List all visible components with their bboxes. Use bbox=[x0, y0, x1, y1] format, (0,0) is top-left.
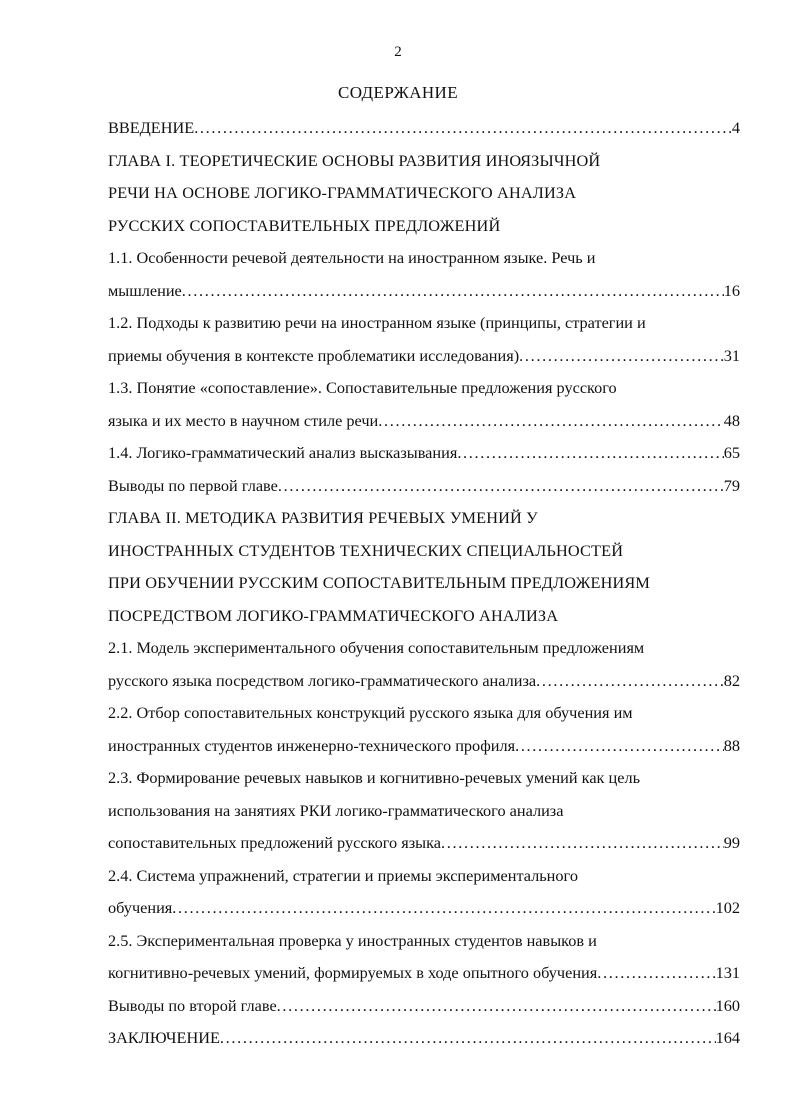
toc-entry-label: языка и их место в научном стиле речи bbox=[108, 410, 379, 430]
dot-leader bbox=[378, 405, 723, 438]
dot-leader bbox=[519, 340, 724, 373]
toc-entry-page: 4 bbox=[731, 118, 740, 137]
chapter-heading-line: РУССКИХ СОПОСТАВИТЕЛЬНЫХ ПРЕДЛОЖЕНИЙ bbox=[108, 215, 501, 235]
chapter-heading-line: ГЛАВА II. МЕТОДИКА РАЗВИТИЯ РЕЧЕВЫХ УМЕНИЙ У bbox=[108, 508, 538, 527]
toc-entry bbox=[108, 437, 740, 470]
toc-entry-label: 2.5. Экспериментальная проверка у иностранных студентов навыков и bbox=[108, 930, 597, 950]
toc-line bbox=[108, 665, 740, 698]
toc-entry bbox=[108, 632, 740, 697]
toc-entry-page: 99 bbox=[723, 833, 740, 852]
toc-entry-page: 79 bbox=[723, 475, 740, 495]
toc-line bbox=[108, 470, 740, 503]
dot-leader bbox=[172, 892, 715, 925]
toc-entry-page: 131 bbox=[715, 963, 740, 982]
toc-entry bbox=[108, 242, 740, 307]
toc-entry bbox=[108, 145, 740, 243]
toc-line bbox=[108, 340, 740, 373]
toc-entry-label: 2.3. Формирование речевых навыков и когнитивно-речевых умений как цель bbox=[108, 768, 641, 787]
toc-entry-label: ЗАКЛЮЧЕНИЕ bbox=[108, 1028, 220, 1047]
toc-entry bbox=[108, 502, 740, 632]
toc-entry-label: 1.4. Логико-грамматический анализ высказывания bbox=[108, 443, 458, 462]
toc-entry-label: иностранных студентов инженерно-технического профиля bbox=[108, 735, 516, 755]
toc-entry-label: 2.1. Модель экспериментального обучения сопоставительным предложениям bbox=[108, 638, 645, 657]
toc-entry-label: использования на занятиях РКИ логико-грамматического анализа bbox=[108, 800, 564, 820]
toc-entry-label: русского языка посредством логико-грамматического анализа bbox=[108, 670, 537, 690]
dot-leader bbox=[441, 827, 724, 860]
toc-title: СОДЕРЖАНИЕ bbox=[337, 83, 459, 102]
toc-line bbox=[108, 1022, 740, 1055]
toc-entry-page: 82 bbox=[723, 670, 740, 690]
dot-leader bbox=[536, 665, 724, 698]
chapter-heading-line: ИНОСТРАННЫХ СТУДЕНТОВ ТЕХНИЧЕСКИХ СПЕЦИАЛЬНОСТЕЙ bbox=[108, 540, 624, 560]
toc-entry-label: 2.2. Отбор сопоставительных конструкций русского языка для обучения им bbox=[108, 703, 633, 722]
toc-entry bbox=[108, 372, 740, 437]
toc-entry bbox=[108, 697, 740, 762]
toc-entry bbox=[108, 762, 740, 860]
toc-entry bbox=[108, 860, 740, 925]
toc-entry bbox=[108, 925, 740, 990]
toc-line bbox=[108, 437, 740, 470]
chapter-heading-line: РЕЧИ НА ОСНОВЕ ЛОГИКО-ГРАММАТИЧЕСКОГО АНАЛИЗА bbox=[108, 183, 577, 202]
chapter-heading-line: ГЛАВА I. ТЕОРЕТИЧЕСКИЕ ОСНОВЫ РАЗВИТИЯ ИНОЯЗЫЧНОЙ bbox=[108, 150, 601, 170]
toc-line bbox=[108, 957, 740, 990]
dot-leader bbox=[597, 957, 715, 990]
toc-entry-label: 1.3. Понятие «сопоставление». Сопоставительные предложения русского bbox=[108, 378, 617, 397]
toc-line bbox=[108, 275, 740, 308]
toc-entry-label: ВВЕДЕНИЕ bbox=[108, 118, 195, 137]
page-number: 2 bbox=[394, 44, 402, 60]
chapter-heading-line: ПОСРЕДСТВОМ ЛОГИКО-ГРАММАТИЧЕСКОГО АНАЛИЗА bbox=[108, 605, 559, 625]
toc-entry bbox=[108, 307, 740, 372]
toc-entry bbox=[108, 1022, 740, 1055]
dot-leader bbox=[194, 112, 732, 145]
toc-entry-label: 1.2. Подходы к развитию речи на иностранном языке (принципы, стратегии и bbox=[108, 313, 646, 332]
toc-line bbox=[108, 827, 740, 860]
table-of-contents bbox=[108, 112, 740, 1055]
toc-line bbox=[108, 730, 740, 763]
toc-entry bbox=[108, 112, 740, 145]
dot-leader bbox=[515, 730, 724, 763]
toc-entry-label: приемы обучения в контексте проблематики исследования) bbox=[108, 345, 520, 365]
toc-entry-page: 65 bbox=[723, 443, 740, 462]
toc-entry bbox=[108, 990, 740, 1023]
dot-leader bbox=[182, 275, 724, 308]
toc-entry-page: 160 bbox=[715, 995, 740, 1015]
toc-entry-label: 2.4. Система упражнений, стратегии и приемы экспериментального bbox=[108, 865, 578, 885]
toc-entry-label: когнитивно-речевых умений, формируемых в ходе опытного обучения bbox=[108, 963, 598, 982]
toc-entry-page: 16 bbox=[723, 280, 740, 300]
dot-leader bbox=[277, 990, 716, 1023]
toc-line bbox=[108, 405, 740, 438]
toc-entry-label: Выводы по первой главе bbox=[108, 475, 278, 495]
toc-entry-label: обучения bbox=[108, 898, 173, 917]
toc-entry-label: сопоставительных предложений русского языка bbox=[108, 833, 442, 852]
toc-entry-label: мышление bbox=[108, 280, 182, 300]
toc-entry-page: 164 bbox=[715, 1028, 740, 1047]
dot-leader bbox=[457, 437, 723, 470]
toc-entry bbox=[108, 470, 740, 503]
chapter-heading-line: ПРИ ОБУЧЕНИИ РУССКИМ СОПОСТАВИТЕЛЬНЫМ ПРЕДЛОЖЕНИЯМ bbox=[108, 573, 651, 592]
dot-leader bbox=[278, 470, 724, 503]
toc-line bbox=[108, 892, 740, 925]
toc-entry-page: 102 bbox=[715, 898, 740, 917]
toc-entry-page: 88 bbox=[723, 735, 740, 755]
toc-entry-label: Выводы по второй главе bbox=[108, 995, 277, 1015]
toc-entry-label: 1.1. Особенности речевой деятельности на иностранном языке. Речь и bbox=[108, 248, 596, 267]
toc-entry-page: 31 bbox=[723, 345, 740, 365]
dot-leader bbox=[220, 1022, 716, 1055]
toc-entry-page: 48 bbox=[723, 410, 740, 430]
toc-line bbox=[108, 112, 740, 145]
toc-line bbox=[108, 990, 740, 1023]
